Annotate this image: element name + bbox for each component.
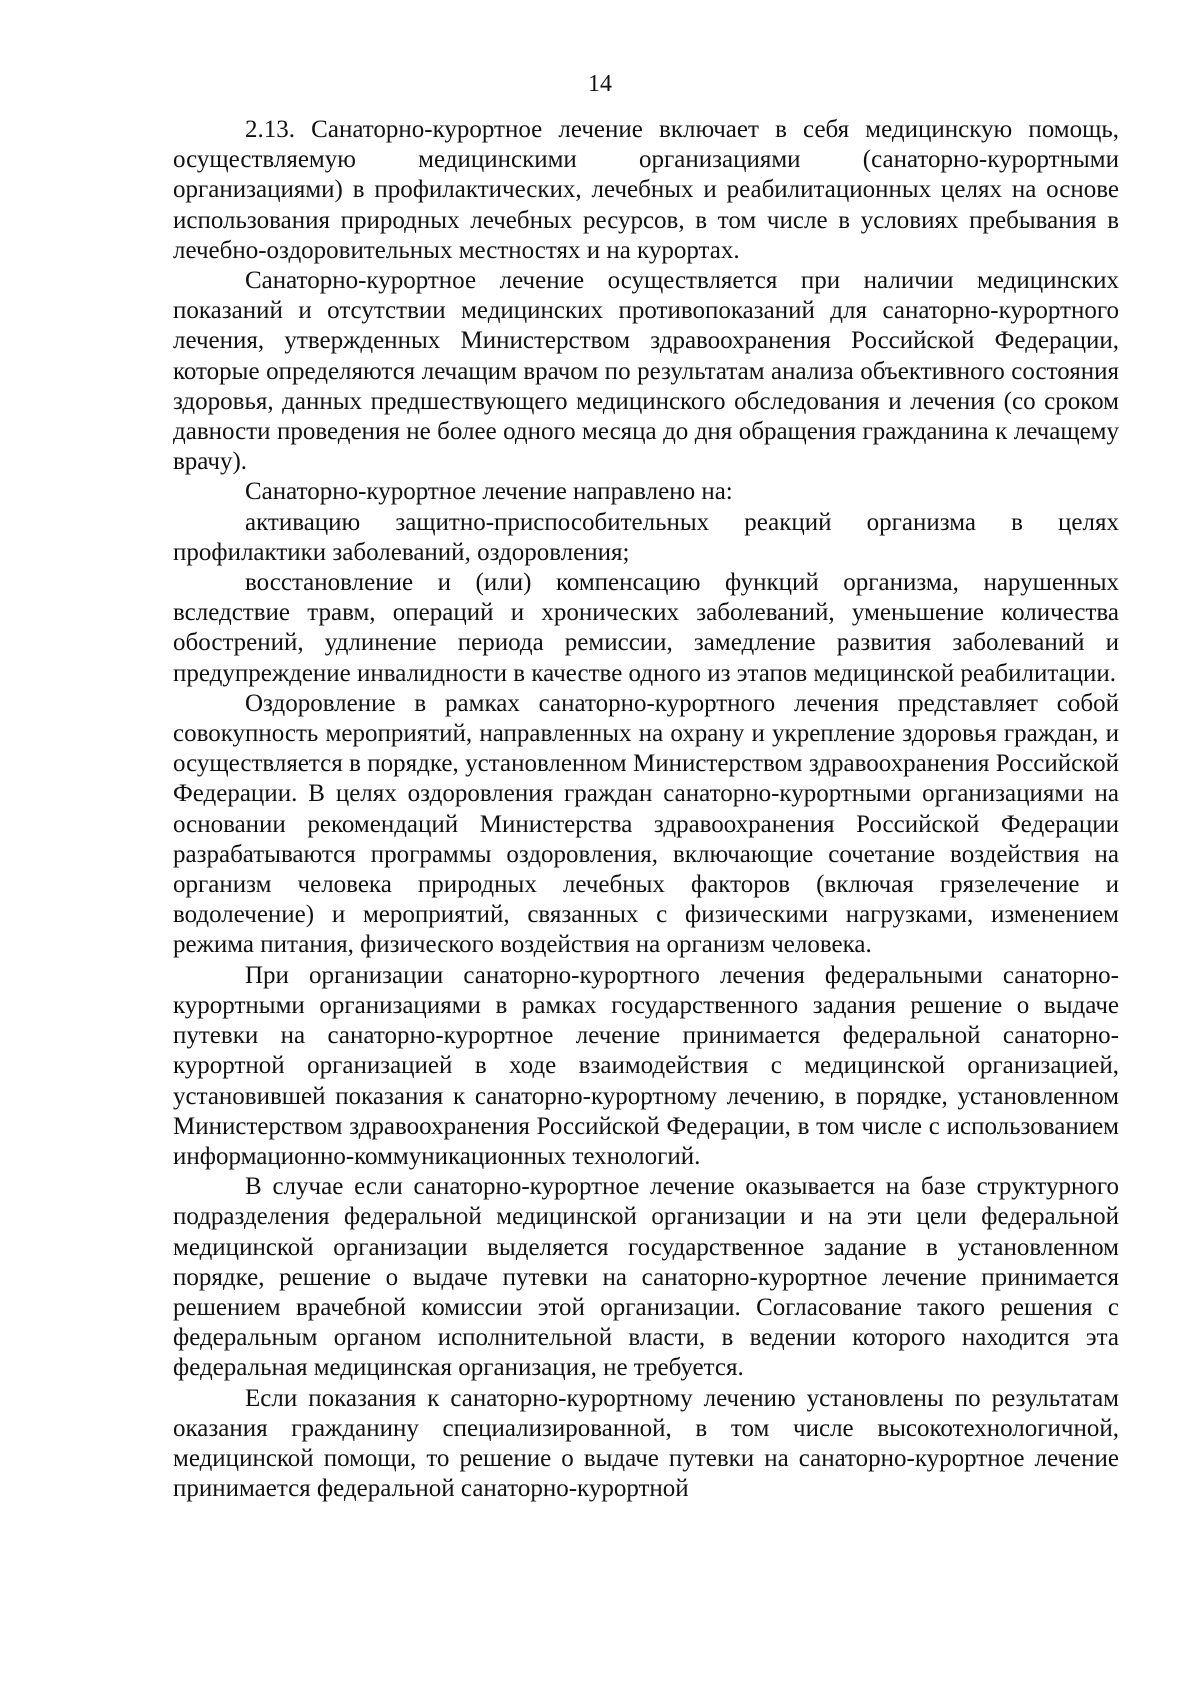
paragraph-specialized-care: Если показания к санаторно-курортному лечению установлены по результатам оказания гражданину специализированной, в том числе высокотехнологичной, медицинской помощи, то решение о выдаче путевки на санаторно-курортное лечение принимается федеральной санаторно-курортной: [173, 1384, 1119, 1503]
list-item-restoration: восстановление и (или) компенсацию функций организма, нарушенных вследствие травм, операций и хронических заболеваний, уменьшение количества обострений, удлинение периода ремиссии, замедление развития заболеваний и предупреждение инвалидности в качестве одного из этапов медицинской реабилитации.: [173, 569, 1119, 687]
document-body: [173, 115, 1119, 1504]
page-number: 14: [588, 71, 612, 97]
paragraph-2-13: 2.13. Санаторно-курортное лечение включает в себя медицинскую помощь, осуществляемую медицинскими организациями (санаторно-курортными организациями) в профилактических, лечебных и реабилитационных целях на основе использования природных лечебных ресурсов, в том числе в условиях пребывания в лечебно-оздоровительных местностях и на курортах.: [173, 116, 1119, 264]
paragraph-federal-organizations: При организации санаторно-курортного лечения федеральными санаторно-курортными организациями в рамках государственного задания решение о выдаче путевки на санаторно-курортное лечение принимается федеральной санаторно-курортной организацией в ходе взаимодействия с медицинской организацией, установившей показания к санаторно-курортному лечению, в порядке, установленном Министерством здравоохранения Российской Федерации, в том числе с использованием информационно-коммуникационных технологий.: [173, 961, 1119, 1170]
paragraph-health-improvement: Оздоровление в рамках санаторно-курортного лечения представляет собой совокупность мероприятий, направленных на охрану и укрепление здоровья граждан, и осуществляется в порядке, установленном Министерством здравоохранения Российской Федерации. В целях оздоровления граждан санаторно-курортными организациями на основании рекомендаций Министерства здравоохранения Российской Федерации разрабатываются программы оздоровления, включающие сочетание воздействия на организм человека природных лечебных факторов (включая грязелечение и водолечение) и мероприятий, связанных с физическими нагрузками, изменением режима питания, физического воздействия на организм человека.: [173, 689, 1119, 959]
paragraph-aimed-at: Санаторно-курортное лечение направлено на:: [245, 478, 733, 506]
list-item-activation: активацию защитно-приспособительных реакций организма в целях профилактики заболеваний, оздоровления;: [173, 508, 1119, 566]
paragraph-indications: Санаторно-курортное лечение осуществляется при наличии медицинских показаний и отсутствии медицинских противопоказаний для санаторно-курортного лечения, утвержденных Министерством здравоохранения Российской Федерации, которые определяются лечащим врачом по результатам анализа объективного состояния здоровья, данных предшествующего медицинского обследования и лечения (со сроком давности проведения не более одного месяца до дня обращения гражданина к лечащему врачу).: [173, 267, 1119, 476]
paragraph-structural-division: В случае если санаторно-курортное лечение оказывается на базе структурного подразделения федеральной медицинской организации и на эти цели федеральной медицинской организации выделяется государственное задание в установленном порядке, решение о выдаче путевки на санаторно-курортное лечение принимается решением врачебной комиссии этой организации. Согласование такого решения с федеральным органом исполнительной власти, в ведении которого находится эта федеральная медицинская организация, не требуется.: [173, 1173, 1119, 1382]
